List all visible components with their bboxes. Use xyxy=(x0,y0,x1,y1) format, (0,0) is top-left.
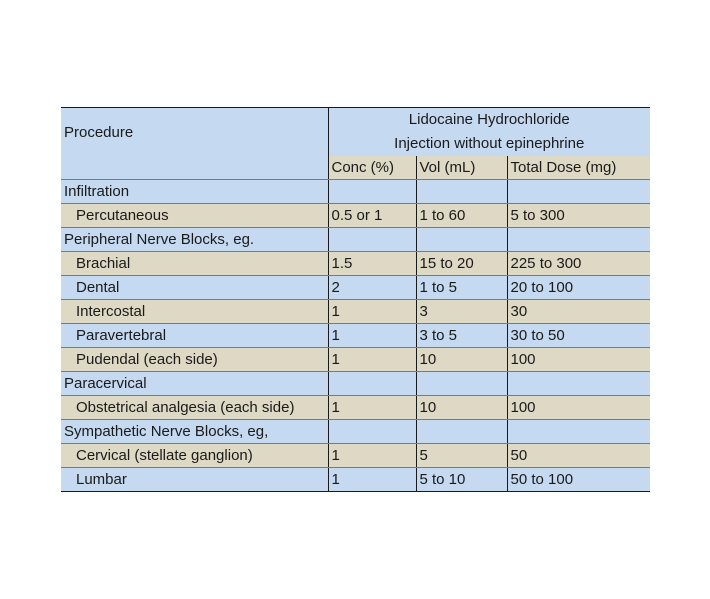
row-vol xyxy=(416,372,507,396)
row-total xyxy=(507,372,650,396)
row-procedure: Dental xyxy=(61,276,328,300)
row-vol xyxy=(416,228,507,252)
row-conc: 1 xyxy=(328,444,416,468)
row-total xyxy=(507,228,650,252)
row-conc: 0.5 or 1 xyxy=(328,204,416,228)
table-row xyxy=(61,300,650,324)
row-conc xyxy=(328,420,416,444)
row-procedure: Pudendal (each side) xyxy=(61,348,328,372)
row-total: 30 to 50 xyxy=(507,324,650,348)
table-row xyxy=(61,204,650,228)
row-vol: 3 to 5 xyxy=(416,324,507,348)
row-vol: 10 xyxy=(416,348,507,372)
drug-title-line-2: Injection without epinephrine xyxy=(394,135,585,152)
row-procedure: Sympathetic Nerve Blocks, eg, xyxy=(61,420,328,444)
row-conc: 2 xyxy=(328,276,416,300)
row-procedure: Obstetrical analgesia (each side) xyxy=(61,396,328,420)
table-row xyxy=(61,324,650,348)
row-total xyxy=(507,420,650,444)
column-header-row xyxy=(61,156,650,180)
table-row xyxy=(61,252,650,276)
row-procedure: Paravertebral xyxy=(61,324,328,348)
row-total xyxy=(507,180,650,204)
table-row xyxy=(61,468,650,492)
row-conc: 1 xyxy=(328,324,416,348)
row-conc: 1 xyxy=(328,396,416,420)
row-procedure: Peripheral Nerve Blocks, eg. xyxy=(61,228,328,252)
column-header-vol: Vol (mL) xyxy=(416,156,507,180)
row-conc: 1 xyxy=(328,300,416,324)
row-conc: 1 xyxy=(328,348,416,372)
row-total: 100 xyxy=(507,348,650,372)
row-procedure: Paracervical xyxy=(61,372,328,396)
row-procedure: Infiltration xyxy=(61,180,328,204)
row-vol: 1 to 5 xyxy=(416,276,507,300)
row-procedure: Brachial xyxy=(61,252,328,276)
row-total: 20 to 100 xyxy=(507,276,650,300)
row-procedure: Cervical (stellate ganglion) xyxy=(61,444,328,468)
table-row xyxy=(61,276,650,300)
row-procedure: Lumbar xyxy=(61,468,328,492)
row-conc: 1.5 xyxy=(328,252,416,276)
table-row xyxy=(61,348,650,372)
table-row xyxy=(61,180,650,204)
column-header-total: Total Dose (mg) xyxy=(507,156,650,180)
row-vol: 15 to 20 xyxy=(416,252,507,276)
row-procedure: Percutaneous xyxy=(61,204,328,228)
procedure-header-spacer xyxy=(61,156,328,180)
row-conc xyxy=(328,228,416,252)
row-vol: 1 to 60 xyxy=(416,204,507,228)
row-total: 50 to 100 xyxy=(507,468,650,492)
drug-title xyxy=(328,108,650,157)
row-vol xyxy=(416,420,507,444)
table-row xyxy=(61,444,650,468)
row-total: 30 xyxy=(507,300,650,324)
row-procedure: Intercostal xyxy=(61,300,328,324)
table-row xyxy=(61,396,650,420)
row-conc xyxy=(328,372,416,396)
table-row xyxy=(61,420,650,444)
row-vol: 3 xyxy=(416,300,507,324)
row-vol: 10 xyxy=(416,396,507,420)
lidocaine-dosage-table xyxy=(61,107,650,492)
column-header-conc: Conc (%) xyxy=(328,156,416,180)
table-header-row xyxy=(61,108,650,157)
procedure-header: Procedure xyxy=(61,108,328,157)
row-vol: 5 xyxy=(416,444,507,468)
row-conc xyxy=(328,180,416,204)
drug-title-line-1: Lidocaine Hydrochloride xyxy=(408,111,570,128)
row-total: 50 xyxy=(507,444,650,468)
row-conc: 1 xyxy=(328,468,416,492)
row-total: 225 to 300 xyxy=(507,252,650,276)
row-total: 5 to 300 xyxy=(507,204,650,228)
row-vol xyxy=(416,180,507,204)
row-total: 100 xyxy=(507,396,650,420)
row-vol: 5 to 10 xyxy=(416,468,507,492)
table-row xyxy=(61,228,650,252)
table-row xyxy=(61,372,650,396)
